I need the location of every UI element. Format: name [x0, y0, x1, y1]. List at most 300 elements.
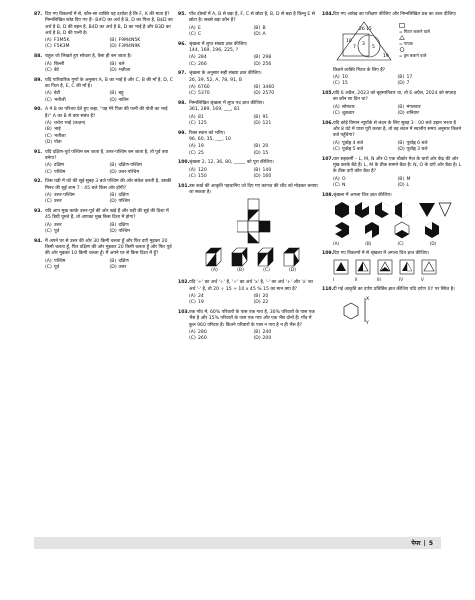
option-value: 15 [262, 150, 269, 156]
answer-option[interactable] [110, 98, 175, 104]
answer-option[interactable] [333, 81, 398, 87]
option-value: 15 [342, 81, 348, 87]
mirror-x: X [366, 297, 370, 303]
option-value: पश्चिम [54, 258, 66, 264]
shape-series-figure [333, 201, 462, 219]
option-letter: (C) [333, 183, 340, 189]
mirror-figure [333, 295, 462, 325]
cube-option-d[interactable] [282, 246, 304, 274]
option-value: 266 [198, 61, 207, 67]
option-letter: (B) [45, 127, 52, 133]
option-value: F5K3M [54, 44, 70, 50]
question-text: दिए गए विकल्पों में से श्रृंखला में अगला चित्र ज्ञात कीजिए। [333, 250, 430, 256]
option-value: 2570 [262, 91, 275, 97]
question-text: निम्नलिखित श्रृंखला में लुप्त पद ज्ञात कीजिए। 361, 289, 169, ___, 81 [189, 101, 265, 113]
option-letter: (B) [253, 144, 261, 150]
option-letter: (D) [253, 61, 261, 67]
question-block [178, 160, 318, 180]
option-letter: (C) [45, 133, 52, 139]
option-value: 298 [262, 55, 272, 61]
answer-option[interactable] [110, 199, 175, 205]
answer-options [189, 115, 318, 128]
shape-series-options [333, 221, 462, 239]
option-value: 24 [198, 293, 204, 299]
answer-option[interactable] [189, 62, 254, 68]
answer-option[interactable] [110, 44, 175, 50]
answer-option[interactable] [398, 147, 463, 153]
option-value: O [342, 176, 346, 182]
answer-options [45, 193, 174, 206]
option-letter: (D) [253, 300, 261, 306]
option-value: भाई [54, 127, 61, 133]
option-value: 284 [198, 55, 207, 61]
option-value: भतीजा [54, 133, 66, 139]
option-letter: (C) [189, 336, 196, 342]
venn-num: 19 [383, 54, 389, 60]
question-block [178, 42, 318, 68]
answer-options [45, 223, 174, 236]
question-text: यदि आप मुख करके उत्तर-पूर्व की ओर खड़े हैं और घड़ी की सुई की दिशा में 45 डिग्री घूमते हैं, तो आपका मुख किस दिशा में होगा? [45, 209, 169, 221]
option-letter: (D) [253, 31, 261, 37]
option-letter: (D) [109, 169, 117, 175]
option-letter: (B) [109, 38, 117, 44]
series-label[interactable]: II [355, 277, 358, 283]
column-1 [34, 12, 174, 275]
option-value: 25 [198, 150, 204, 156]
question-number: 93. [34, 209, 43, 215]
answer-option[interactable] [254, 121, 319, 127]
option-letter: (D) [253, 336, 261, 342]
question-number: 100. [178, 160, 190, 166]
option-letter: (A) [189, 84, 196, 90]
question-text: दी गई आकृति का दर्पण प्रतिबिंब ज्ञात कीजिए यदि दर्पण XY पर स्थित है। [333, 287, 455, 293]
series-label[interactable]: V [421, 277, 424, 283]
answer-option[interactable] [110, 170, 175, 176]
option-value: 256 [262, 61, 272, 67]
footer-separator: | [423, 539, 426, 547]
question-text: श्रृंखला के अनुसार सही संख्या ज्ञात कीजिए। 26, 39, 52, A, 78, 91, B [189, 71, 262, 83]
cube-option-b[interactable] [230, 246, 252, 274]
option-value: 7 [406, 81, 410, 87]
option-letter: (B) [253, 25, 261, 31]
answer-options [189, 294, 318, 307]
page-footer [34, 537, 441, 549]
question-block [34, 12, 174, 51]
question-text: A ने B का परिचय देते हुए कहा, "यह मेरे पिता की पत्नी की पोती का भाई है।" A का B से क्या संबंध है? [45, 107, 168, 119]
question-text: रिक्त स्थान को भरिए। 96, 60, 35, ___, 10 [189, 130, 231, 143]
answer-option[interactable] [45, 199, 110, 205]
answer-option[interactable] [189, 121, 254, 127]
question-number: 110. [322, 287, 334, 293]
option-value: पूर्व [54, 228, 60, 234]
option-value: 6760 [198, 84, 210, 90]
option-value: 10 [342, 75, 348, 81]
option-value: 5370 [198, 91, 210, 97]
answer-option[interactable] [333, 183, 398, 189]
option-letter: (B) [109, 222, 117, 228]
option-letter: (B) [253, 84, 261, 90]
option-letter: (D) [397, 111, 405, 117]
option-letter: (A) [333, 104, 340, 110]
option-letter: (B) [397, 75, 405, 81]
answer-options [189, 55, 318, 68]
question-block [322, 91, 462, 117]
option-letter: (A) [333, 75, 340, 81]
question-text: एक गाँव में, 60% परिवारों के पास एक गाय है, 30% परिवारों के पास एक भैंस है और 15% परिवारों के पास एक गाय और एक भैंस दोनों हैं। गाँव में कुल 960 परिवार हैं। कितने परिवारों के पास न गाय है न ही भैंस है? [189, 309, 315, 328]
option-letter: (D) [253, 174, 261, 180]
option-label[interactable]: (B) [365, 241, 372, 247]
question-block [322, 287, 462, 327]
question-text: यदि 6 अप्रैल, 2023 को बृहस्पतिवार था, तो 6 अप्रैल, 2024 को सप्ताह का कौन सा दिन था? [333, 91, 456, 103]
legend-triangle: = गायक [399, 41, 413, 47]
cube-net-figure [189, 198, 318, 244]
question-text: जिस घड़ी में घंटे की सुई सुबह 3 बजे पश्चिम की ओर संकेत करती है, उसकी मिनट की सुई शाम 7 : 45 बजे किस ओर होगी? [45, 179, 172, 191]
answer-option[interactable] [254, 300, 319, 306]
option-letter: (B) [253, 293, 261, 299]
option-value: उत्तर [118, 264, 127, 270]
option-letter: (A) [189, 114, 196, 120]
answer-option[interactable] [254, 336, 319, 342]
option-value: पोता [54, 139, 62, 145]
option-value: E [198, 25, 201, 31]
option-value: 125 [198, 120, 207, 126]
answer-option[interactable] [189, 300, 254, 306]
option-label: (C) [263, 268, 270, 274]
option-value: शुक्रवार [342, 111, 355, 117]
option-letter: (D) [397, 81, 405, 87]
venn-num: 10 [346, 39, 352, 45]
mirror-y: Y [366, 321, 369, 326]
answer-options [333, 105, 462, 118]
option-letter: (B) [109, 163, 117, 169]
question-text: यदि कोई विमान न्यूयॉर्क से लंदन के लिए सुबह 3 : 00 बजे उड़ान भरता है और 8 घंटे में यात्रा पूरी करता है, तो वह लंदन में स्थानीय समय अनुसार कितने बजे पहुँचेगा? [333, 120, 462, 139]
question-block [34, 209, 174, 235]
answer-option[interactable] [254, 91, 319, 97]
option-letter: (C) [333, 111, 340, 117]
question-block [178, 310, 318, 342]
option-letter: (C) [333, 81, 340, 87]
option-value: F3M5K [54, 38, 70, 44]
option-label: (B) [237, 268, 244, 274]
option-letter: (A) [45, 258, 52, 264]
question-text: यदि '+' का अर्थ '÷' है, '÷' का अर्थ 'x' है, '-' का अर्थ '+' और 'x' का अर्थ '-' है, तो 20 ÷ 15 + 10 x 45 % 15 का मान क्या है? [189, 280, 313, 292]
option-value: 81 [198, 114, 204, 120]
answer-options [45, 259, 174, 272]
option-value: बेटे [54, 67, 59, 73]
answer-option[interactable] [110, 68, 175, 74]
question-number: 91. [34, 149, 43, 155]
option-value: 20 [262, 293, 269, 299]
answer-options [45, 62, 174, 75]
answer-option[interactable] [398, 111, 463, 117]
answer-option[interactable] [45, 98, 110, 104]
option-value: F9M4N5K [118, 38, 141, 44]
option-value: बिल्ली [54, 61, 65, 67]
option-value: पश्चिम [118, 228, 130, 234]
option-value: दक्षिण [118, 258, 129, 264]
option-letter: (A) [45, 61, 52, 67]
option-label[interactable]: (D) [429, 241, 437, 247]
option-value: मंगलवार [406, 104, 421, 110]
cube-option-c[interactable] [256, 246, 278, 274]
triangle-series-figure [333, 259, 462, 275]
series-label[interactable]: III [377, 277, 381, 283]
question-text: श्रृंखला में लुप्त संख्या ज्ञात कीजिए। 144, 169, 196, 225, ? [189, 41, 248, 53]
option-value: पूर्वाह्न 4 बजे [342, 140, 364, 146]
option-letter: (C) [189, 31, 196, 37]
option-letter: (D) [109, 67, 117, 73]
option-letter: (D) [253, 120, 261, 126]
option-value: उत्तर [54, 199, 62, 205]
series-label[interactable]: IV [399, 277, 404, 283]
answer-options [189, 144, 318, 157]
question-block [178, 131, 318, 157]
option-letter: (C) [333, 147, 340, 153]
option-value: शनिवार [406, 111, 419, 117]
answer-options [45, 38, 174, 51]
question-text: राहुल जो लिखते हुए सोचता है, वैसा ही बन जाता है। [45, 54, 132, 60]
option-value: 120 [198, 167, 207, 173]
option-letter: (C) [189, 91, 196, 97]
answer-option[interactable] [189, 32, 254, 38]
option-value: दक्षिण [118, 222, 129, 228]
option-label: (A) [211, 268, 218, 274]
option-value: चले [118, 61, 125, 67]
option-value: बहू [118, 91, 124, 97]
question-text: कितने व्यक्ति गिटार के लिए हैं? [333, 67, 386, 73]
option-value: पूर्वाह्न 6 बजे [406, 140, 428, 146]
page-number: 5 [428, 539, 433, 547]
option-value: भतीजी [54, 97, 66, 103]
legend-square: = गिटार बजाने वाले [399, 29, 431, 35]
option-letter: (C) [45, 44, 52, 50]
option-letter: (D) [253, 91, 261, 97]
column-2 [178, 12, 318, 346]
option-value: 260 [198, 336, 207, 342]
legend-circle: = ड्रम बजाने वाले [399, 53, 427, 59]
question-number: 94. [34, 238, 43, 244]
option-label[interactable]: (A) [333, 241, 340, 247]
question-number: 87. [34, 12, 43, 17]
answer-option[interactable] [398, 81, 463, 87]
option-letter: (A) [333, 176, 340, 182]
question-number: 101. [178, 183, 190, 189]
answer-option[interactable] [189, 151, 254, 157]
question-number: 107. [322, 156, 334, 162]
question-text: मैं अपने घर से उत्तर की ओर 30 किमी चलता हूँ और फिर दाएँ मुड़कर 20 किमी चलता हूँ, फिर दक्षिण की ओर मुड़कर 20 किमी चलता हूँ और फिर पूर्व की ओर मुड़कर 10 किमी चलता हूँ। मैं अपने घर से किस दिशा में हूँ? [45, 238, 172, 257]
question-number: 99. [178, 130, 187, 136]
option-letter: (A) [45, 91, 52, 97]
question-text: उस कार्ड की आकृति पहचानिए जो दिए गए कागज़ की शीट को मोड़कर बनाया जा सकता है। [189, 183, 318, 196]
option-value: 3460 [262, 84, 275, 90]
venn-num: 3 [362, 42, 365, 48]
option-letter: (B) [253, 114, 261, 120]
option-letter: (A) [45, 163, 52, 169]
option-letter: (A) [189, 329, 196, 335]
answer-option[interactable] [45, 140, 110, 146]
option-letter: (A) [45, 222, 52, 228]
question-number: 108. [322, 192, 334, 198]
answer-option[interactable] [45, 68, 110, 74]
option-letter: (A) [189, 55, 196, 61]
answer-option[interactable] [189, 336, 254, 342]
option-value: उत्तर-पश्चिम [54, 192, 75, 198]
cube-option-a[interactable] [204, 246, 226, 274]
answer-option[interactable] [333, 147, 398, 153]
question-text: पाँच दोस्तों में A, B से बड़ा है, F, C से छोटा है, B, D से बड़ा है किन्तु E से छोटा है। सबसे बड़ा कौन है? [189, 12, 315, 24]
question-number: 104. [322, 12, 334, 17]
question-block [34, 239, 174, 271]
question-number: 103. [178, 309, 190, 315]
option-letter: (A) [45, 192, 52, 198]
answer-options [45, 121, 174, 146]
option-value: B [262, 25, 266, 31]
answer-option[interactable] [333, 111, 398, 117]
option-value: 19 [198, 144, 204, 150]
option-value: N [342, 183, 346, 189]
question-block [322, 193, 462, 248]
option-value: 240 [262, 329, 272, 335]
option-letter: (D) [109, 228, 117, 234]
option-value: 140 [262, 167, 272, 173]
question-text: श्रृंखला में अगला चित्र ज्ञात कीजिए। [333, 192, 392, 198]
answer-options [333, 177, 462, 190]
option-value: उत्तर-पश्चिम [118, 169, 140, 175]
option-letter: (B) [397, 140, 405, 146]
option-value: नातिन [118, 97, 129, 103]
option-letter: (D) [109, 199, 117, 205]
option-letter: (B) [109, 61, 117, 67]
option-letter: (C) [45, 199, 52, 205]
option-letter: (B) [397, 176, 405, 182]
option-value: 19 [198, 300, 204, 306]
question-block [322, 68, 462, 88]
answer-option[interactable] [110, 265, 175, 271]
venn-num: 26 [359, 27, 365, 33]
question-text: दिए गए आरेख का परीक्षण कीजिए और निम्नलिखित प्रश्न का उत्तर दीजिए। [333, 12, 457, 17]
answer-option[interactable] [110, 229, 175, 235]
answer-option[interactable] [45, 170, 110, 176]
option-value: दक्षिण [54, 163, 65, 169]
venn-diagram-figure [333, 20, 462, 62]
option-letter: (C) [45, 264, 52, 270]
paper-sheet-net [237, 198, 271, 244]
question-number: 109. [322, 250, 334, 256]
option-letter: (D) [109, 97, 117, 103]
question-block [322, 12, 462, 64]
question-block [178, 184, 318, 277]
series-label[interactable]: I [333, 277, 335, 283]
option-value: 150 [198, 174, 207, 180]
cube-options [189, 246, 318, 274]
option-value: 121 [262, 120, 272, 126]
question-text: यदि पारिवारिक गुणों के अनुसार A, B का भाई है और C, B की माँ है, D, C का पिता है, E, C की माँ है। [45, 77, 173, 89]
option-letter: (D) [109, 264, 117, 270]
venn-legend [399, 23, 430, 59]
answer-option[interactable] [45, 229, 110, 235]
option-letter: (D) [253, 150, 261, 156]
question-number: 95. [178, 12, 187, 17]
answer-option[interactable] [254, 62, 319, 68]
column-3 [322, 12, 462, 331]
answer-option[interactable] [45, 265, 110, 271]
option-value: L [406, 183, 410, 189]
question-number: 98. [178, 101, 187, 107]
question-number: 106. [322, 120, 334, 126]
option-value: भतीजा [118, 67, 131, 73]
option-value: पश्चिम [118, 199, 130, 205]
option-letter: (B) [109, 91, 117, 97]
venn-num: 5 [372, 45, 375, 51]
answer-option[interactable] [254, 151, 319, 157]
question-block [322, 251, 462, 284]
option-letter: (B) [109, 192, 117, 198]
question-number: 89. [34, 77, 43, 83]
answer-option[interactable] [254, 32, 319, 38]
answer-option[interactable] [254, 174, 319, 180]
option-letter: (C) [189, 61, 196, 67]
option-value: पूर्वाह्न 3 बजे [406, 147, 428, 153]
answer-option[interactable] [189, 174, 254, 180]
answer-options [189, 330, 318, 343]
option-letter: (D) [45, 139, 53, 145]
answer-options [189, 85, 318, 98]
option-letter [110, 140, 119, 146]
answer-option[interactable] [398, 183, 463, 189]
question-number: 90. [34, 107, 43, 113]
option-letter: (D) [397, 183, 405, 189]
question-number: 105. [322, 91, 334, 97]
question-block [34, 150, 174, 176]
question-text: चार सहकर्मी – L, M, N और O एक चौकोर मेज़ के चारों ओर केंद्र की ओर मुख करके बैठे हैं। L, M के ठीक सामने बैठा है। N, O के दाएँ ओर बैठा है। L के ठीक दाएँ कौन बैठा है? [333, 156, 462, 175]
option-value: F3M4N9K [118, 44, 141, 50]
footer-label: पेपर [411, 540, 421, 547]
option-letter: (B) [397, 104, 405, 110]
option-label[interactable]: (C) [397, 241, 404, 247]
option-letter: (C) [189, 120, 196, 126]
option-letter: (B) [109, 258, 117, 264]
answer-option [110, 140, 175, 146]
venn-num: 15 [366, 27, 372, 33]
option-value: पश्चिम [54, 169, 66, 175]
question-text: दिए गए विकल्पों में से, कौन-सा व्यक्ति यह दर्शाता है कि F, K की माता है? निम्नलिखित कोड दिए गए हैं– B#D का अर्थ है B, D का पिता है, B$D का अर्थ है B, D की बहन है, B4D का अर्थ है B, D का भाई है और B3D का अर्थ है B, D की पत्नी है। [45, 12, 173, 36]
option-label: (D) [288, 268, 297, 274]
option-value: 22 [262, 300, 269, 306]
answer-option[interactable] [189, 91, 254, 97]
option-letter: (B) [253, 167, 261, 173]
answer-options [189, 168, 318, 181]
question-number: 92. [34, 179, 43, 185]
question-block [34, 78, 174, 104]
mirror-hexagon [339, 295, 379, 325]
answer-options [189, 26, 318, 39]
option-letter: (A) [333, 140, 340, 146]
option-letter: (C) [45, 67, 52, 73]
option-letter: (A) [45, 120, 52, 126]
answer-options [333, 141, 462, 154]
option-value: दक्षिण-पश्चिम [118, 163, 142, 169]
option-value: A [262, 31, 266, 37]
option-value: पूर्वाह्न 5 बजे [342, 147, 364, 153]
answer-option[interactable] [45, 44, 110, 50]
question-block [34, 54, 174, 74]
option-letter: (B) [253, 329, 261, 335]
question-block [178, 12, 318, 38]
option-letter: (B) [253, 55, 261, 61]
answer-options [45, 163, 174, 176]
question-block [34, 179, 174, 205]
question-number: 96. [178, 41, 187, 47]
